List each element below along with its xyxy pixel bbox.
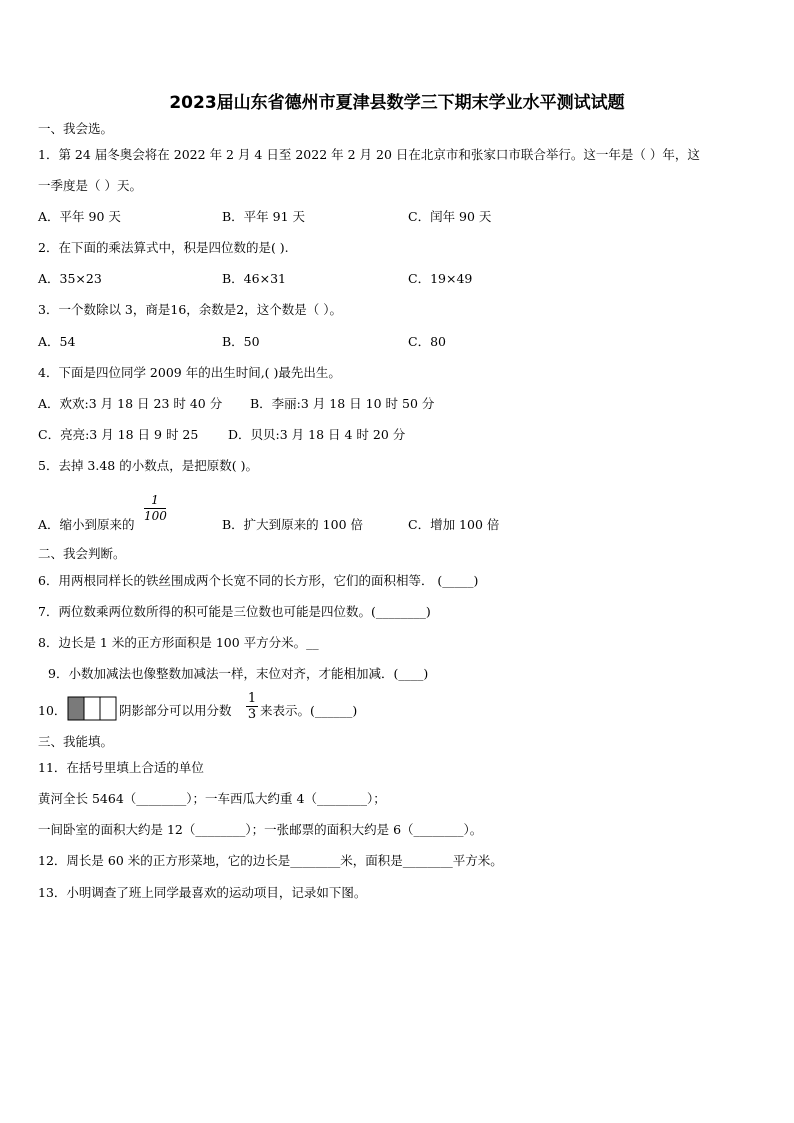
section-heading-judge: 二、我会判断。	[38, 546, 126, 561]
question-5-option-b: B．扩大到原来的 100 倍	[222, 517, 363, 532]
question-1-line-2: 一季度是（ ）天。	[38, 178, 142, 193]
question-10-text-b: 来表示。(______)	[260, 703, 358, 718]
question-1-line-1: 1．第 24 届冬奥会将在 2022 年 2 月 4 日至 2022 年 2 月 20 日在北京市和张家口市联合举行。这一年是（ ）年，这	[38, 147, 700, 162]
question-4-option-c: C．亮亮:3 月 18 日 9 时 25	[38, 427, 199, 442]
question-4-option-d: D．贝贝:3 月 18 日 4 时 20 分	[228, 427, 406, 442]
question-2-option-b: B．46×31	[222, 271, 286, 286]
question-1-option-c: C．闰年 90 天	[408, 209, 492, 224]
fraction-numerator: 1	[151, 493, 159, 507]
question-2-option-a: A．35×23	[38, 271, 102, 286]
question-11-line-1: 黄河全长 5464（________）；一车西瓜大约重 4（________）；	[38, 791, 386, 806]
question-5-option-a: A．缩小到原来的	[38, 517, 135, 532]
question-8-text: 8．边长是 1 米的正方形面积是 100 平方分米。__	[38, 635, 319, 650]
question-11-text: 11．在括号里填上合适的单位	[38, 760, 204, 775]
question-10-number: 10．	[38, 703, 67, 718]
question-5-text: 5．去掉 3.48 的小数点，是把原数( )。	[38, 458, 258, 473]
question-4-option-b: B．李丽:3 月 18 日 10 时 50 分	[250, 396, 435, 411]
question-5-fraction	[144, 494, 166, 523]
question-3-text: 3．一个数除以 3，商是16，余数是2，这个数是（ ）。	[38, 302, 342, 317]
question-13-text: 13．小明调查了班上同学最喜欢的运动项目，记录如下图。	[38, 885, 367, 900]
page-title: 2023届山东省德州市夏津县数学三下期末学业水平测试试题	[169, 93, 625, 113]
fraction-denominator: 3	[247, 707, 257, 722]
shaded-bar-figure	[67, 696, 119, 722]
question-4-option-a: A．欢欢:3 月 18 日 23 时 40 分	[38, 396, 223, 411]
question-3-option-b: B．50	[222, 334, 260, 349]
question-4-text: 4．下面是四位同学 2009 年的出生时间,( )最先出生。	[38, 365, 341, 380]
question-1-option-b: B．平年 91 天	[222, 209, 306, 224]
question-9-text: 9．小数加减法也像整数加减法一样，末位对齐，才能相加减．(____)	[48, 666, 429, 681]
section-heading-choose: 一、我会选。	[38, 121, 114, 136]
question-7-text: 7．两位数乘两位数所得的积可能是三位数也可能是四位数。(________)	[38, 604, 431, 619]
section-heading-fill: 三、我能填。	[38, 734, 114, 749]
question-10-text-a: 阴影部分可以用分数	[119, 703, 232, 718]
question-6-text: 6．用两根同样长的铁丝围成两个长宽不同的长方形，它们的面积相等． (_____)	[38, 573, 479, 588]
question-11-line-2: 一间卧室的面积大约是 12（________）；一张邮票的面积大约是 6（________）。	[38, 822, 483, 837]
question-12-text: 12．周长是 60 米的正方形菜地，它的边长是________米，面积是________平方米。	[38, 853, 503, 868]
question-5-option-c: C．增加 100 倍	[408, 517, 500, 532]
unshaded-part-2	[100, 697, 116, 720]
question-3-option-c: C．80	[408, 334, 446, 349]
fraction-numerator: 1	[247, 691, 257, 706]
question-10-fraction	[246, 692, 258, 721]
question-3-option-a: A．54	[38, 334, 76, 349]
shaded-part	[68, 697, 84, 720]
question-2-text: 2．在下面的乘法算式中，积是四位数的是( ).	[38, 240, 289, 255]
fraction-denominator: 100	[144, 509, 167, 523]
question-2-option-c: C．19×49	[408, 271, 473, 286]
unshaded-part-1	[84, 697, 100, 720]
question-1-option-a: A．平年 90 天	[38, 209, 121, 224]
